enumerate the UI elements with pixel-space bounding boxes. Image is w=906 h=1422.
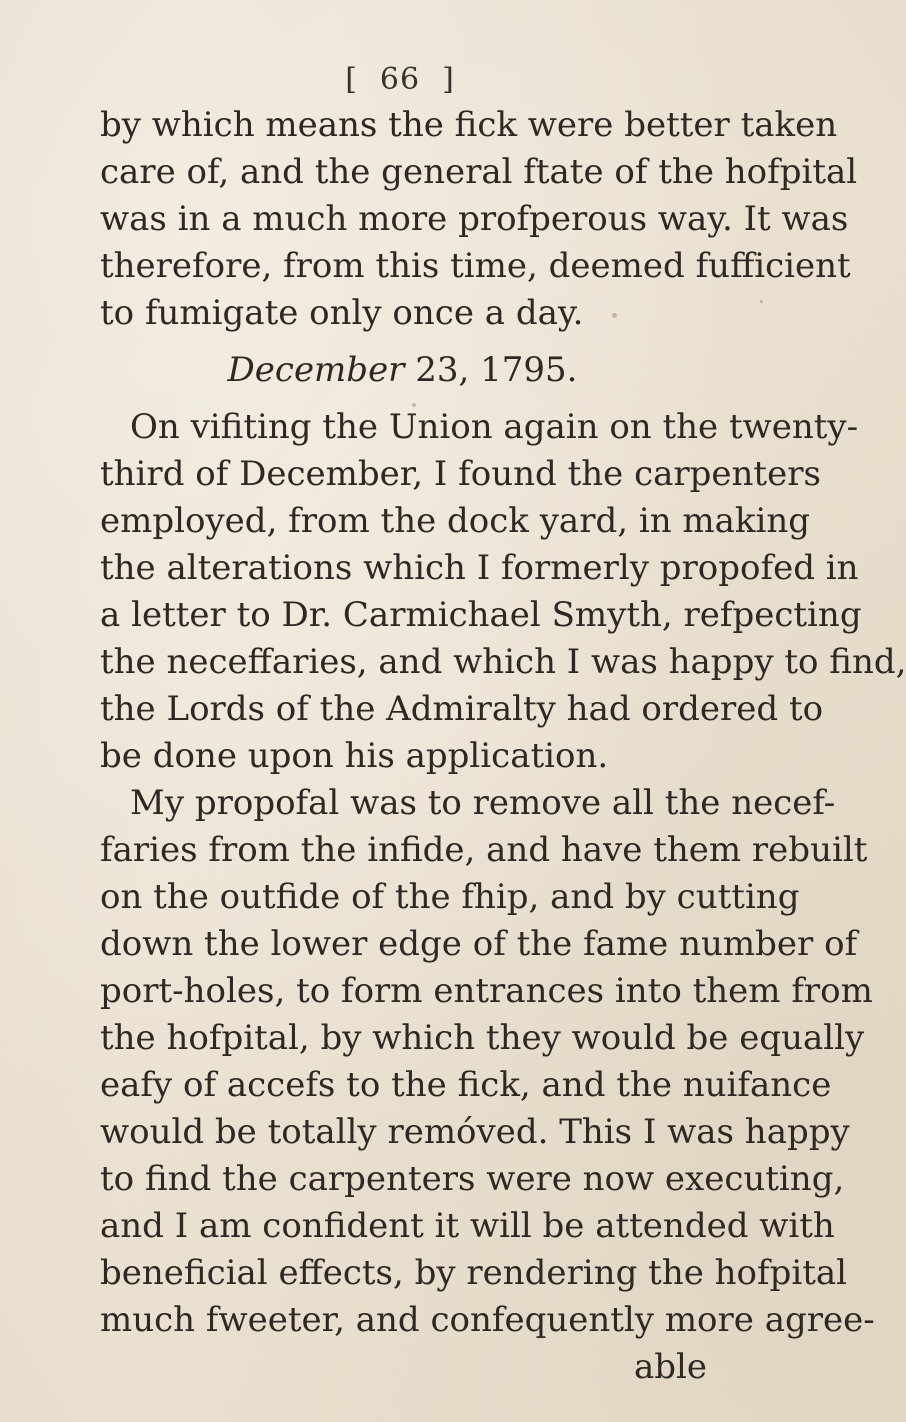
date-day-year: 23, 1795. — [415, 350, 578, 390]
catchword: able — [633, 1347, 707, 1387]
paragraph3-line-12: much fweeter, and confequently more agree- — [100, 1300, 875, 1340]
date-month: December — [227, 350, 405, 390]
paragraph2-line-7: the Lords of the Admiralty had ordered to — [100, 689, 824, 729]
paper-speck — [412, 403, 416, 407]
paragraph2-line-8: be done upon his application. — [100, 736, 609, 776]
paragraph3-line-1: My propofal was to remove all the necef- — [130, 783, 836, 823]
paragraph3-line-2: faries from the infide, and have them rebuilt — [100, 830, 868, 870]
paragraph2-line-3: employed, from the dock yard, in making — [100, 501, 811, 541]
paragraph2-line-5: a letter to Dr. Carmichael Smyth, refpecting — [100, 595, 862, 635]
page-header — [0, 62, 800, 97]
paragraph2-line-2: third of December, I found the carpenters — [100, 454, 821, 494]
paragraph3-line-3: on the outfide of the fhip, and by cutting — [100, 877, 800, 917]
paragraph2-line-1: On vifiting the Union again on the twenty- — [130, 407, 859, 447]
header-left-bracket: [ — [345, 62, 358, 97]
paragraph3-line-10: and I am confident it will be attended with — [100, 1206, 835, 1246]
paragraph3-line-5: port-holes, to form entrances into them from — [100, 971, 873, 1011]
date-heading — [200, 349, 605, 391]
paragraph2-line-4: the alterations which I formerly propofed in — [100, 548, 859, 588]
paper-speck — [760, 300, 763, 303]
paragraph1-line-3: was in a much more profperous way. It was — [100, 199, 849, 239]
paragraph1-line-5: to fumigate only once a day. — [100, 293, 584, 333]
paragraph3-line-4: down the lower edge of the fame number of — [100, 924, 858, 964]
header-right-bracket: ] — [442, 62, 455, 97]
paragraph3-line-7: eafy of accefs to the fick, and the nuifance — [100, 1065, 832, 1105]
paragraph1-line-2: care of, and the general ftate of the hofpital — [100, 152, 858, 192]
paragraph1-line-1: by which means the fick were better taken — [100, 105, 838, 145]
paragraph3-line-9: to find the carpenters were now executing, — [100, 1159, 845, 1199]
paragraph1-line-4: therefore, from this time, deemed fufficient — [100, 246, 851, 286]
paper-speck — [612, 313, 617, 318]
paragraph2-line-6: the neceffaries, and which I was happy to find, — [100, 642, 906, 682]
paragraph3-line-6: the hofpital, by which they would be equally — [100, 1018, 865, 1058]
page-number: 66 — [379, 62, 421, 97]
paragraph3-line-8: would be totally remóved. This I was happy — [100, 1112, 850, 1152]
paragraph3-line-11: beneficial effects, by rendering the hofpital — [100, 1253, 848, 1293]
